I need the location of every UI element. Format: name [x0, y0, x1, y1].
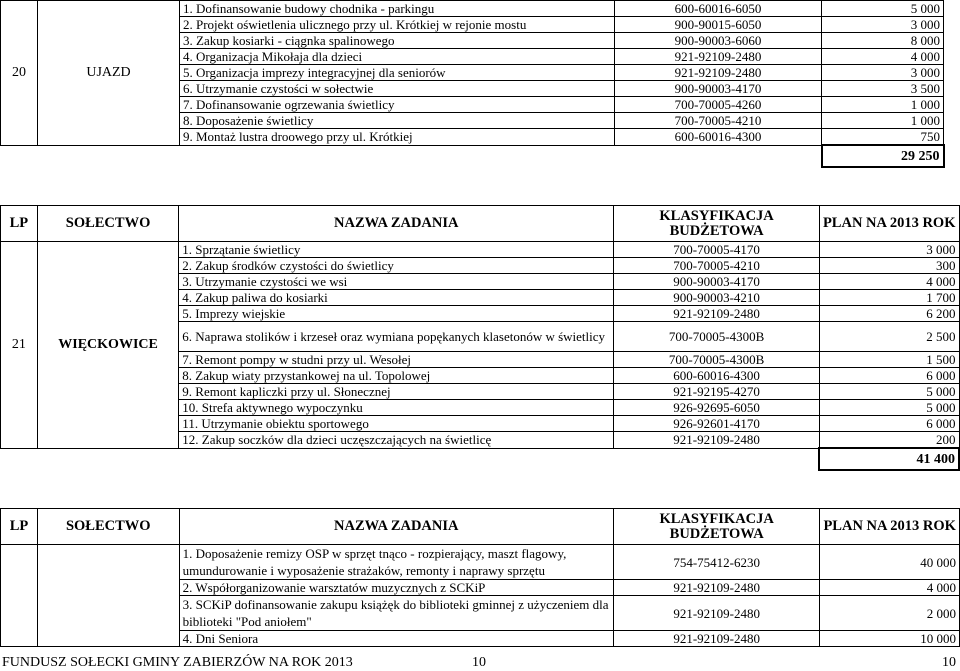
task-cell: 6. Utrzymanie czystości w sołectwie: [180, 81, 615, 97]
klas-cell: 926-92695-6050: [614, 400, 820, 416]
solectwo-cell: UJAZD: [38, 1, 180, 146]
header-solectwo: SOŁECTWO: [37, 206, 178, 242]
plan-cell: 6 200: [819, 306, 959, 322]
header-lp: LP: [1, 509, 38, 545]
task-cell: 3. Zakup kosiarki - ciągnka spalinowego: [180, 33, 615, 49]
plan-cell: 3 000: [819, 242, 959, 258]
task-cell: 7. Remont pompy w studni przy ul. Wesołej: [179, 352, 614, 368]
page-number-center: 10: [472, 655, 486, 670]
ujazd-table: [0, 0, 945, 168]
page-number-right: 10: [942, 655, 956, 670]
plan-cell: 300: [819, 258, 959, 274]
plan-cell: 40 000: [820, 545, 960, 580]
task-cell: 3. Utrzymanie czystości we wsi: [179, 274, 614, 290]
task-cell: 2. Współorganizowanie warsztatów muzycznych z SCKiP: [179, 580, 613, 596]
plan-cell: 4 000: [822, 49, 944, 65]
total-cell: 29 250: [822, 145, 944, 167]
plan-cell: 3 000: [822, 17, 944, 33]
header-lp: LP: [1, 206, 38, 242]
footer-title: FUNDUSZ SOŁECKI GMINY ZABIERZÓW NA ROK 2013: [2, 655, 353, 670]
klas-cell: 754-75412-6230: [613, 545, 820, 580]
lp-cell: 21: [1, 242, 38, 449]
plan-cell: 6 000: [819, 416, 959, 432]
header-row: [1, 206, 960, 242]
klas-cell: 921-92109-2480: [614, 432, 820, 449]
task-cell: 6. Naprawa stolików i krzeseł oraz wymiana popękanych klasetonów w świetlicy: [179, 322, 614, 352]
header-klasyfikacja: KLASYFIKACJA BUDŻETOWA: [614, 206, 820, 242]
klas-cell: 921-92109-2480: [615, 65, 822, 81]
header-row: [1, 509, 960, 545]
plan-cell: 5 000: [822, 1, 944, 17]
plan-cell: 4 000: [819, 274, 959, 290]
task-cell: 2. Zakup środków czystości do świetlicy: [179, 258, 614, 274]
klas-cell: 700-70005-4210: [614, 258, 820, 274]
wieckowice-table: [0, 205, 960, 471]
klas-cell: 700-70005-4260: [615, 97, 822, 113]
plan-cell: 1 700: [819, 290, 959, 306]
klas-cell: 921-92109-2480: [613, 631, 820, 647]
plan-cell: 3 000: [822, 65, 944, 81]
klas-cell: 700-70005-4170: [614, 242, 820, 258]
klas-cell: 900-90003-4210: [614, 290, 820, 306]
task-cell: 8. Zakup wiaty przystankowej na ul. Topolowej: [179, 368, 614, 384]
task-cell: 1. Doposażenie remizy OSP w sprzęt tnąco - rozpierający, maszt flagowy, umundurowanie i wyposażenie strażaków, remonty i naprawy sprzętu: [179, 545, 613, 580]
lp-cell: [1, 545, 38, 647]
klas-cell: 921-92109-2480: [613, 580, 820, 596]
task-cell: 5. Imprezy wiejskie: [179, 306, 614, 322]
task-cell: 10. Strefa aktywnego wypoczynku: [179, 400, 614, 416]
plan-cell: 8 000: [822, 33, 944, 49]
plan-cell: 1 500: [819, 352, 959, 368]
solectwo-cell: WIĘCKOWICE: [37, 242, 178, 449]
plan-cell: 6 000: [819, 368, 959, 384]
plan-cell: 3 500: [822, 81, 944, 97]
plan-cell: 5 000: [819, 384, 959, 400]
plan-cell: 1 000: [822, 97, 944, 113]
klas-cell: 921-92195-4270: [614, 384, 820, 400]
klas-cell: 926-92601-4170: [614, 416, 820, 432]
klas-cell: 900-90003-6060: [615, 33, 822, 49]
task-cell: 11. Utrzymanie obiektu sportowego: [179, 416, 614, 432]
klas-cell: 700-70005-4300B: [614, 352, 820, 368]
header-plan: PLAN NA 2013 ROK: [819, 206, 959, 242]
klas-cell: 600-60016-6050: [615, 1, 822, 17]
task-cell: 1. Dofinansowanie budowy chodnika - parkingu: [180, 1, 615, 17]
task-cell: 1. Sprzątanie świetlicy: [179, 242, 614, 258]
plan-cell: 10 000: [820, 631, 960, 647]
klas-cell: 921-92109-2480: [615, 49, 822, 65]
task-cell: 9. Remont kapliczki przy ul. Słonecznej: [179, 384, 614, 400]
task-cell: 4. Dni Seniora: [179, 631, 613, 647]
task-cell: 4. Organizacja Mikołaja dla dzieci: [180, 49, 615, 65]
solectwo-cell: [37, 545, 179, 647]
plan-cell: 200: [819, 432, 959, 449]
plan-cell: 1 000: [822, 113, 944, 129]
klas-cell: 700-70005-4300B: [614, 322, 820, 352]
task-cell: 5. Organizacja imprezy integracyjnej dla seniorów: [180, 65, 615, 81]
klas-cell: 921-92109-2480: [614, 306, 820, 322]
header-nazwa: NAZWA ZADANIA: [179, 509, 613, 545]
page-footer: [0, 653, 960, 671]
section3-table: [0, 508, 960, 647]
plan-cell: 5 000: [819, 400, 959, 416]
klas-cell: 900-90003-4170: [615, 81, 822, 97]
task-cell: 12. Zakup soczków dla dzieci uczęszczających na świetlicę: [179, 432, 614, 449]
klas-cell: 700-70005-4210: [615, 113, 822, 129]
header-klasyfikacja: KLASYFIKACJA BUDŻETOWA: [613, 509, 820, 545]
lp-cell: 20: [1, 1, 38, 146]
klas-cell: 900-90003-4170: [614, 274, 820, 290]
task-cell: 7. Dofinansowanie ogrzewania świetlicy: [180, 97, 615, 113]
header-plan: PLAN NA 2013 ROK: [820, 509, 960, 545]
header-solectwo: SOŁECTWO: [37, 509, 179, 545]
klas-cell: 921-92109-2480: [613, 596, 820, 631]
plan-cell: 4 000: [820, 580, 960, 596]
header-nazwa: NAZWA ZADANIA: [179, 206, 614, 242]
task-cell: 9. Montaż lustra droowego przy ul. Krótkiej: [180, 129, 615, 146]
klas-cell: 900-90015-6050: [615, 17, 822, 33]
plan-cell: 2 000: [820, 596, 960, 631]
plan-cell: 2 500: [819, 322, 959, 352]
task-cell: 8. Doposażenie świetlicy: [180, 113, 615, 129]
task-cell: 3. SCKiP dofinansowanie zakupu książęk do biblioteki gminnej z użyczeniem dla biblioteki "Pod aniołem": [179, 596, 613, 631]
task-cell: 2. Projekt oświetlenia ulicznego przy ul. Krótkiej w rejonie mostu: [180, 17, 615, 33]
task-cell: 4. Zakup paliwa do kosiarki: [179, 290, 614, 306]
klas-cell: 600-60016-4300: [614, 368, 820, 384]
klas-cell: 600-60016-4300: [615, 129, 822, 146]
total-cell: 41 400: [819, 448, 959, 470]
plan-cell: 750: [822, 129, 944, 146]
